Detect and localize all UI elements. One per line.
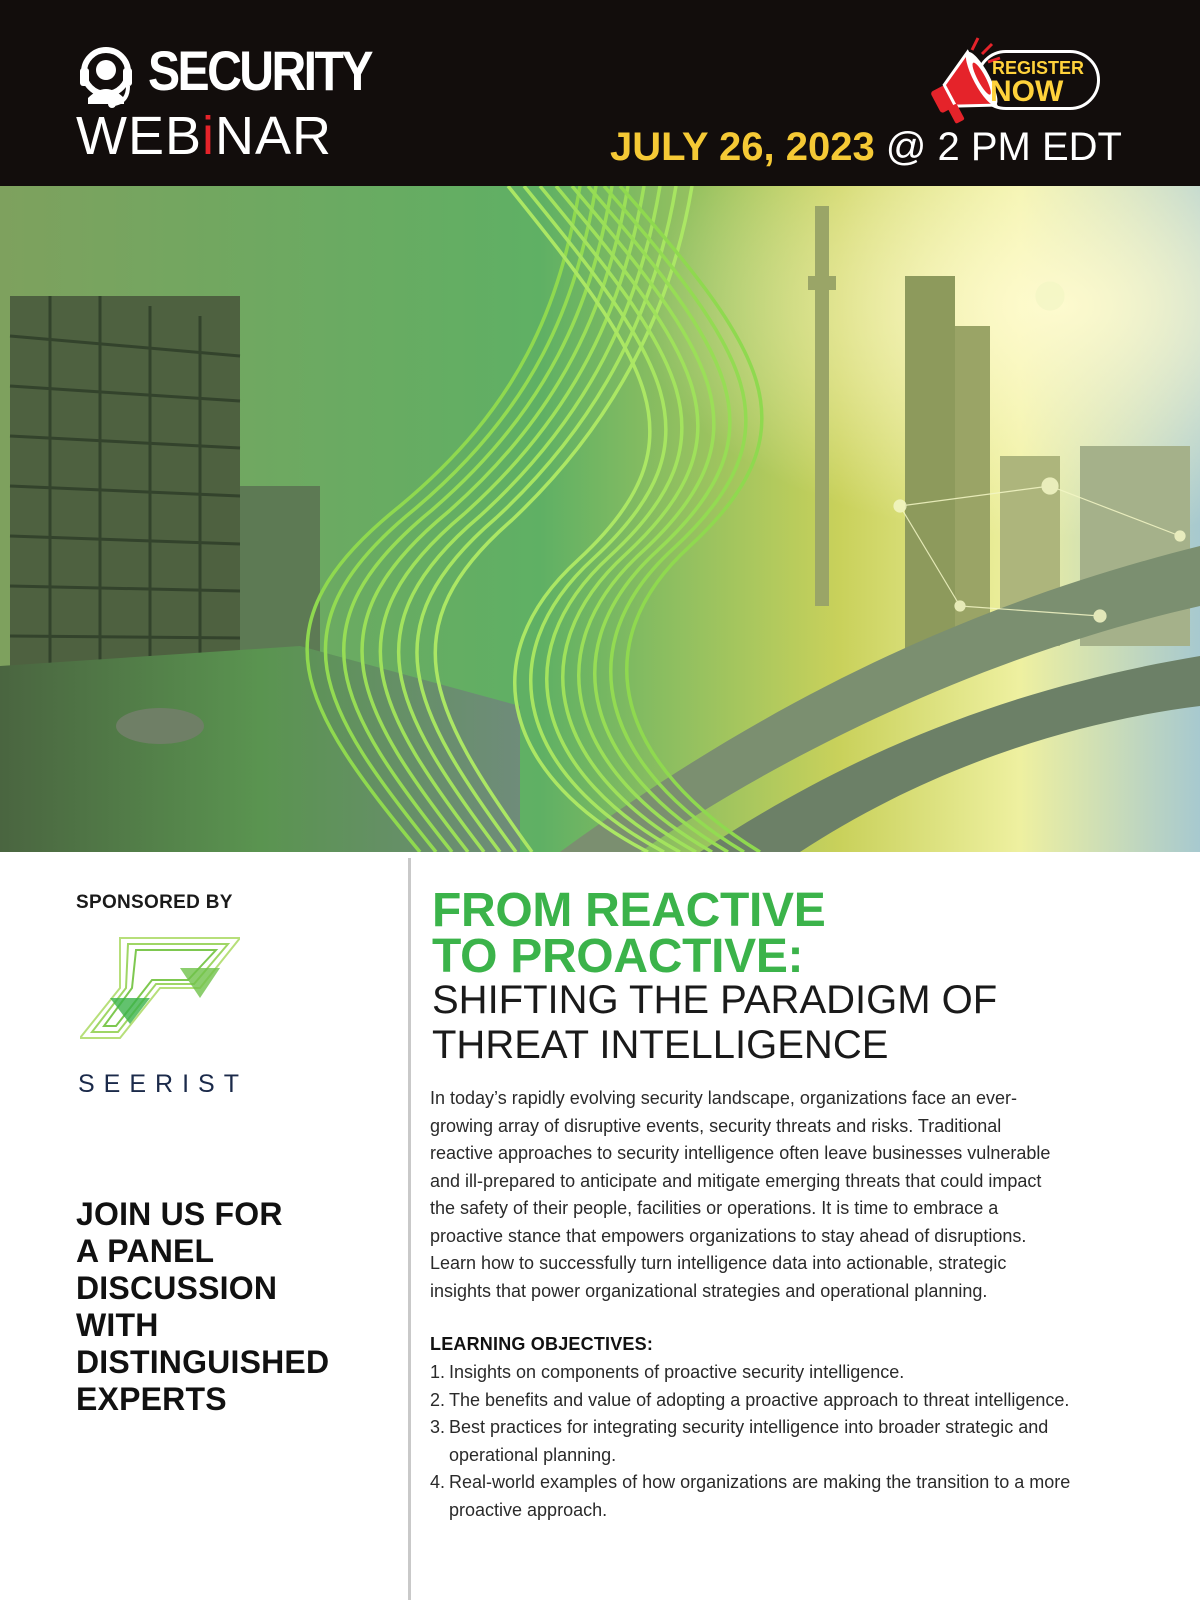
column-divider [408, 858, 411, 1600]
list-item: 3. Best practices for integrating security intelligence into broader strategic and operational planning. [430, 1417, 1049, 1465]
learning-objectives-list [430, 1359, 1130, 1524]
seerist-logo-icon [80, 928, 240, 1048]
join-line: EXPERTS [76, 1381, 227, 1417]
now-label: NOW [990, 75, 1064, 108]
logo-webinar-word: WEBiNAR [76, 106, 333, 166]
join-line: JOIN US FOR [76, 1196, 283, 1232]
join-line: A PANEL [76, 1233, 215, 1269]
header-banner [0, 0, 1200, 186]
seerist-wordmark: SEERIST [78, 1070, 248, 1098]
join-line: WITH [76, 1307, 159, 1343]
security-webinar-logo [74, 38, 374, 168]
headline-primary: FROM REACTIVE TO PROACTIVE: [432, 884, 826, 983]
logo-wifi-i: i [202, 106, 216, 166]
list-item: 4. Real-world examples of how organizations are making the transition to a more proactive approach. [430, 1472, 1071, 1520]
logo-security-word: SECURITY [148, 39, 371, 102]
event-time: @ 2 PM EDT [874, 125, 1122, 169]
event-date-time [610, 124, 1122, 170]
headline-secondary: SHIFTING THE PARADIGM OF THREAT INTELLIGENCE [432, 978, 998, 1067]
panel-discussion-callout [76, 1196, 396, 1418]
intro-paragraph: In today’s rapidly evolving security landscape, organizations face an ever- growing array of disruptive events, security threats and risks. Traditional reactive approaches to security intelligence often leave businesses vulnerable and ill-prepared to anticipate and mitigate emerging threats that could impact the safety of their people, facilities or operations. It is time to embrace a proactive stance that empowers organizations to stay ahead of disruptions. Learn how to successfully turn intelligence data into actionable, strategic insights that power organizational strategies and operational planning. [430, 1088, 1051, 1301]
register-now-button[interactable] [928, 36, 1128, 126]
sponsored-by-label: SPONSORED BY [76, 892, 233, 913]
learning-objectives-heading: LEARNING OBJECTIVES: [430, 1334, 654, 1354]
register-label: REGISTER [992, 58, 1085, 78]
join-line: DISCUSSION [76, 1270, 278, 1306]
hero-image [0, 186, 1200, 852]
hero-cityscape-illustration [0, 186, 1200, 852]
list-item: 2. The benefits and value of adopting a proactive approach to threat intelligence. [430, 1389, 1070, 1410]
join-line: DISTINGUISHED [76, 1344, 330, 1380]
list-item: 1. Insights on components of proactive security intelligence. [430, 1362, 905, 1382]
event-date: JULY 26, 2023 [610, 125, 875, 169]
headset-person-icon [74, 42, 138, 112]
